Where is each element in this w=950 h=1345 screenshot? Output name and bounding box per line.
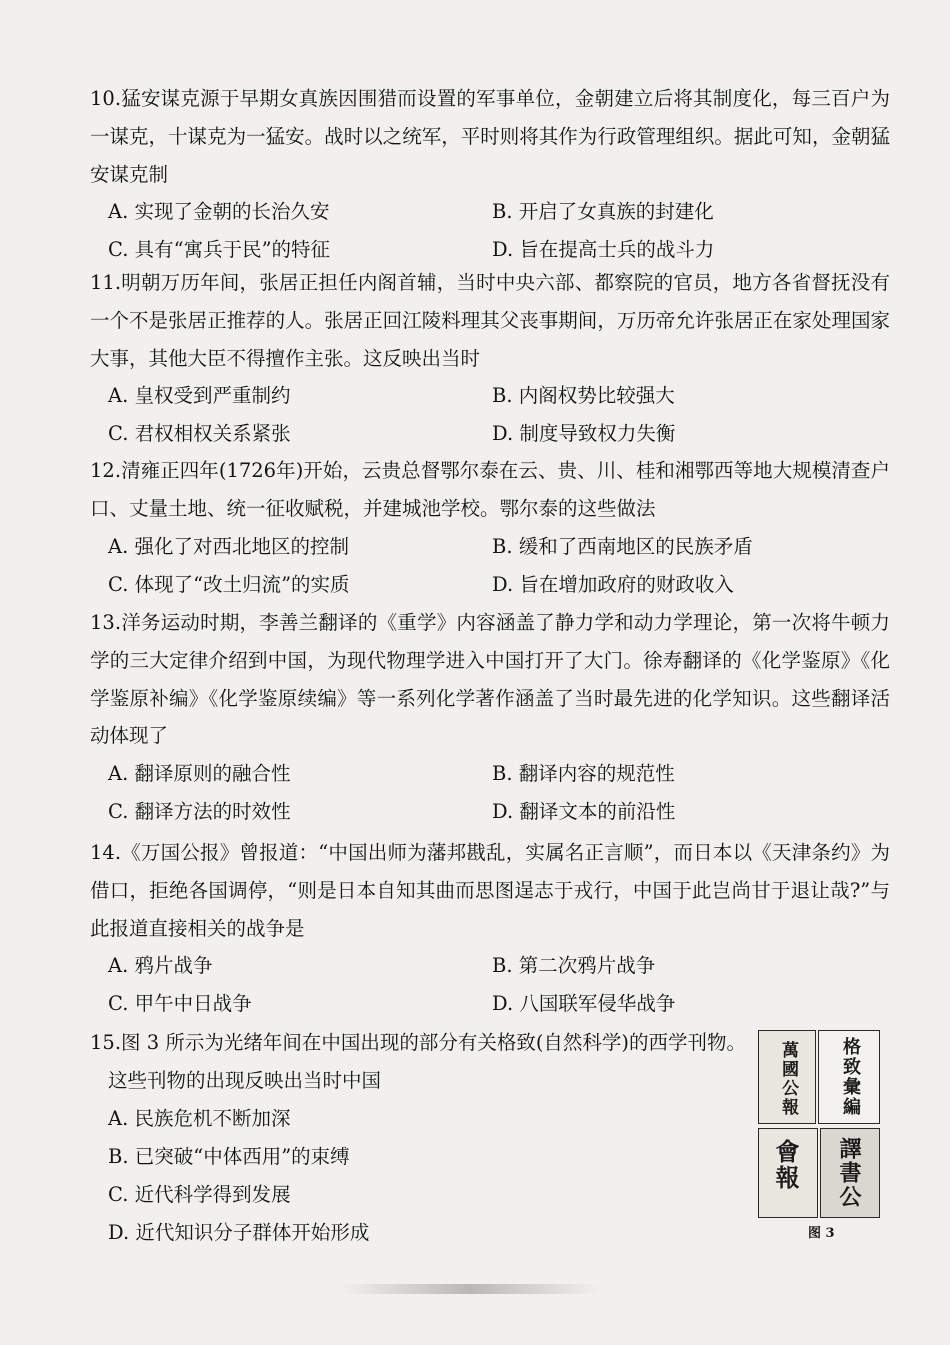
question-13 <box>90 604 890 831</box>
footer-smudge <box>340 1284 600 1294</box>
question-14-option-b: B. 第二次鸦片战争 <box>492 954 656 978</box>
question-14-option-c: C. 甲午中日战争 <box>108 992 252 1016</box>
periodical-title: 格致彙編 <box>840 1037 861 1117</box>
question-12-options-row-1 <box>90 528 890 566</box>
question-10-option-d: D. 旨在提高士兵的战斗力 <box>492 238 715 262</box>
question-14-stem: 14.《万国公报》曾报道：“中国出师为藩邦戡乱，实属名正言顺”，而日本以《天津条约》为借口，拒绝各国调停，“则是日本自知其曲而思图逞志于戎行，中国于此岂尚甘于退让哉?”与此报道直接相关的战争是 <box>90 841 890 940</box>
periodical-hui-bao <box>758 1128 818 1218</box>
question-11-stem: 11.明朝万历年间，张居正担任内阁首辅，当时中央六部、都察院的官员，地方各省督抚没有一个不是张居正推荐的人。张居正回江陵料理其父丧事期间，万历帝允许张居正在家处理国家大事，其他大臣不得擅作主张。这反映出当时 <box>90 271 890 370</box>
question-15-option-d: D. 近代知识分子群体开始形成 <box>108 1220 370 1244</box>
question-15-option-a: A. 民族危机不断加深 <box>108 1106 291 1130</box>
question-12-stem: 12.清雍正四年(1726年)开始，云贵总督鄂尔泰在云、贵、川、桂和湘鄂西等地大规模清查户口、丈量土地、统一征收赋税，并建城池学校。鄂尔泰的这些做法 <box>90 459 890 520</box>
question-13-options-row-1 <box>90 755 890 793</box>
question-14-options-row-2 <box>90 985 890 1023</box>
question-10-option-a: A. 实现了金朝的长治久安 <box>108 200 330 224</box>
question-10-stem: 10.猛安谋克源于早期女真族因围猎而设置的军事单位，金朝建立后将其制度化，每三百户为一谋克，十谋克为一猛安。战时以之统军，平时则将其作为行政管理组织。据此可知，金朝猛安谋克制 <box>90 87 890 186</box>
figure-3-periodicals <box>758 1030 880 1220</box>
question-10-options-row-1 <box>90 193 890 231</box>
periodical-wanguo-gongbao <box>758 1030 816 1124</box>
periodical-yishu-gonghui <box>820 1128 880 1218</box>
question-13-option-a: A. 翻译原则的融合性 <box>108 762 291 786</box>
question-11 <box>90 264 890 453</box>
question-14 <box>90 834 890 1023</box>
question-15-option-b: B. 已突破“中体西用”的束缚 <box>108 1144 350 1168</box>
question-12-options-row-2 <box>90 566 890 604</box>
question-13-stem: 13.洋务运动时期，李善兰翻译的《重学》内容涵盖了静力学和动力学理论，第一次将牛顿力学的三大定律介绍到中国，为现代物理学进入中国打开了大门。徐寿翻译的《化学鉴原》《化学鉴原补编》《化学鉴原续编》等一系列化学著作涵盖了当时最先进的化学知识。这些翻译活动体现了 <box>90 611 890 748</box>
question-15 <box>90 1024 750 1252</box>
periodical-title: 譯書公 <box>836 1137 862 1209</box>
question-14-option-d: D. 八国联军侵华战争 <box>492 992 676 1016</box>
figure-caption: 图 3 <box>808 1226 835 1241</box>
question-10-option-c: C. 具有“寓兵于民”的特征 <box>108 238 331 262</box>
question-13-option-d: D. 翻译文本的前沿性 <box>492 800 676 824</box>
question-15-option-c: C. 近代科学得到发展 <box>108 1182 291 1206</box>
question-11-option-a: A. 皇权受到严重制约 <box>108 384 291 408</box>
question-10-option-b: B. 开启了女真族的封建化 <box>492 200 714 224</box>
question-15-stem-line-1: 15.图 3 所示为光绪年间在中国出现的部分有关格致(自然科学)的西学刊物。 <box>90 1031 747 1054</box>
question-11-option-d: D. 制度导致权力失衡 <box>492 422 676 446</box>
question-12 <box>90 452 890 604</box>
question-15-stem-line-2: 这些刊物的出现反映出当时中国 <box>108 1068 382 1092</box>
question-11-options-row-2 <box>90 415 890 453</box>
question-14-option-a: A. 鸦片战争 <box>108 954 213 978</box>
question-15-options <box>90 1100 750 1252</box>
question-14-options-row-1 <box>90 947 890 985</box>
question-11-options-row-1 <box>90 377 890 415</box>
periodical-title: 萬國公報 <box>778 1041 798 1117</box>
question-12-option-a: A. 强化了对西北地区的控制 <box>108 534 349 558</box>
periodical-gezhi-huibian <box>818 1030 880 1124</box>
question-13-option-b: B. 翻译内容的规范性 <box>492 762 675 786</box>
question-12-option-c: C. 体现了“改土归流”的实质 <box>108 572 350 596</box>
question-12-option-d: D. 旨在增加政府的财政收入 <box>492 572 734 596</box>
question-10 <box>90 80 890 269</box>
periodical-title: 會報 <box>771 1139 800 1191</box>
question-13-option-c: C. 翻译方法的时效性 <box>108 800 291 824</box>
question-13-options-row-2 <box>90 793 890 831</box>
question-12-option-b: B. 缓和了西南地区的民族矛盾 <box>492 534 753 558</box>
question-11-option-c: C. 君权相权关系紧张 <box>108 422 291 446</box>
question-11-option-b: B. 内阁权势比较强大 <box>492 384 675 408</box>
